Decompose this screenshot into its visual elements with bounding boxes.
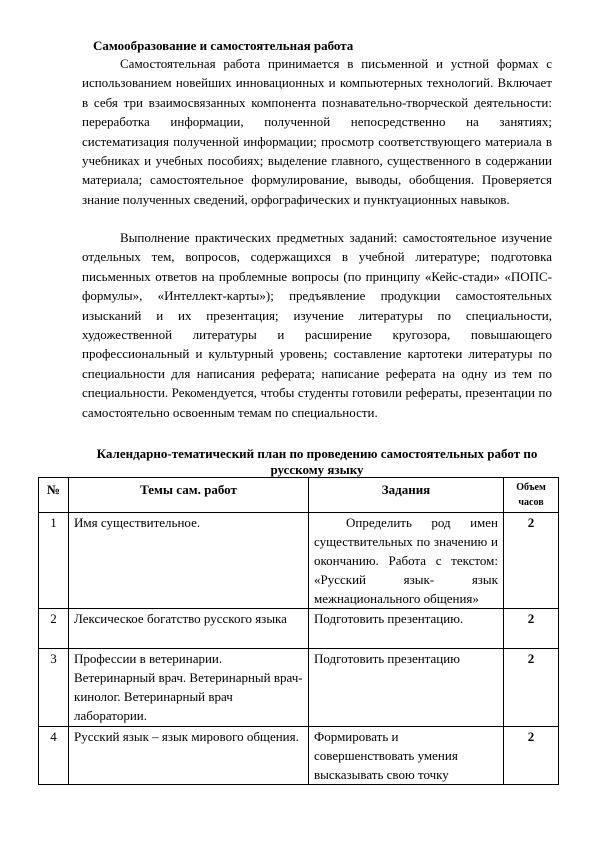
row-number: 2 <box>39 609 69 649</box>
row-task: Подготовить презентацию. <box>309 609 504 649</box>
header-topic: Темы сам. работ <box>69 478 309 513</box>
plan-table <box>38 477 559 785</box>
row-number: 3 <box>39 649 69 727</box>
section-title: Самообразование и самостоятельная работа <box>93 38 354 53</box>
plan-title: Календарно-тематический план по проведению самостоятельных работ по русскому языку <box>96 446 538 477</box>
table-header-row <box>39 478 559 513</box>
table-row <box>39 513 559 609</box>
table-row <box>39 727 559 785</box>
row-task: Подготовить презентацию <box>309 649 504 727</box>
row-hours: 2 <box>504 609 559 649</box>
row-hours: 2 <box>504 727 559 785</box>
row-topic: Имя существительное. <box>69 513 309 609</box>
table-row <box>39 649 559 727</box>
paragraph-practical-tasks: Выполнение практических предметных заданий: самостоятельное изучение отдельных тем, вопросов, содержащихся в учебной литературе; подготовка письменных ответов на проблемные вопросы (по принципу «Кейс-стади» «ПОПС-формулы», «Интеллект-карты»); предъявление продукции самостоятельных изысканий и их презентация; изучение литературы по специальности, художественной литературы и расширение кругозора, повышающего профессиональный и культурный уровень; составление картотеки литературы по специальности для написания реферата; написание реферата на одну из тем по специальности. Рекомендуется, чтобы студенты готовили рефераты, презентации по самостоятельно освоенным темам по специальности. <box>82 230 552 420</box>
header-hours: Объем часов <box>504 478 559 513</box>
row-hours: 2 <box>504 513 559 609</box>
header-task: Задания <box>309 478 504 513</box>
row-topic: Русский язык – язык мирового общения. <box>69 727 309 785</box>
paragraph-self-work: Самостоятельная работа принимается в письменной и устной формах с использованием новейших инновационных и компьютерных технологий. Включает в себя три взаимосвязанных компонента познавательно-творческой деятельности: переработка информации, полученной непосредственно на занятиях; систематизация полученной информации; просмотр соответствующего материала в учебниках и учебных пособиях; выделение главного, существенного в содержании материала; самостоятельное формулирование, выводы, обобщения. Проверяется знание полученных сведений, орфографических и пунктуационных навыков. <box>82 56 552 207</box>
header-num: № <box>39 478 69 513</box>
row-topic: Профессии в ветеринарии. Ветеринарный врач. Ветеринарный врач-кинолог. Ветеринарный врач лаборатории. <box>69 649 309 727</box>
row-hours: 2 <box>504 649 559 727</box>
table-row <box>39 609 559 649</box>
row-task: Определить род имен существительных по значению и окончанию. Работа с текстом: «Русский язык- язык межнационального общения» <box>309 513 504 609</box>
row-task: Формировать и совершенствовать умения высказывать свою точку <box>309 727 504 785</box>
row-number: 1 <box>39 513 69 609</box>
row-number: 4 <box>39 727 69 785</box>
row-topic: Лексическое богатство русского языка <box>69 609 309 649</box>
